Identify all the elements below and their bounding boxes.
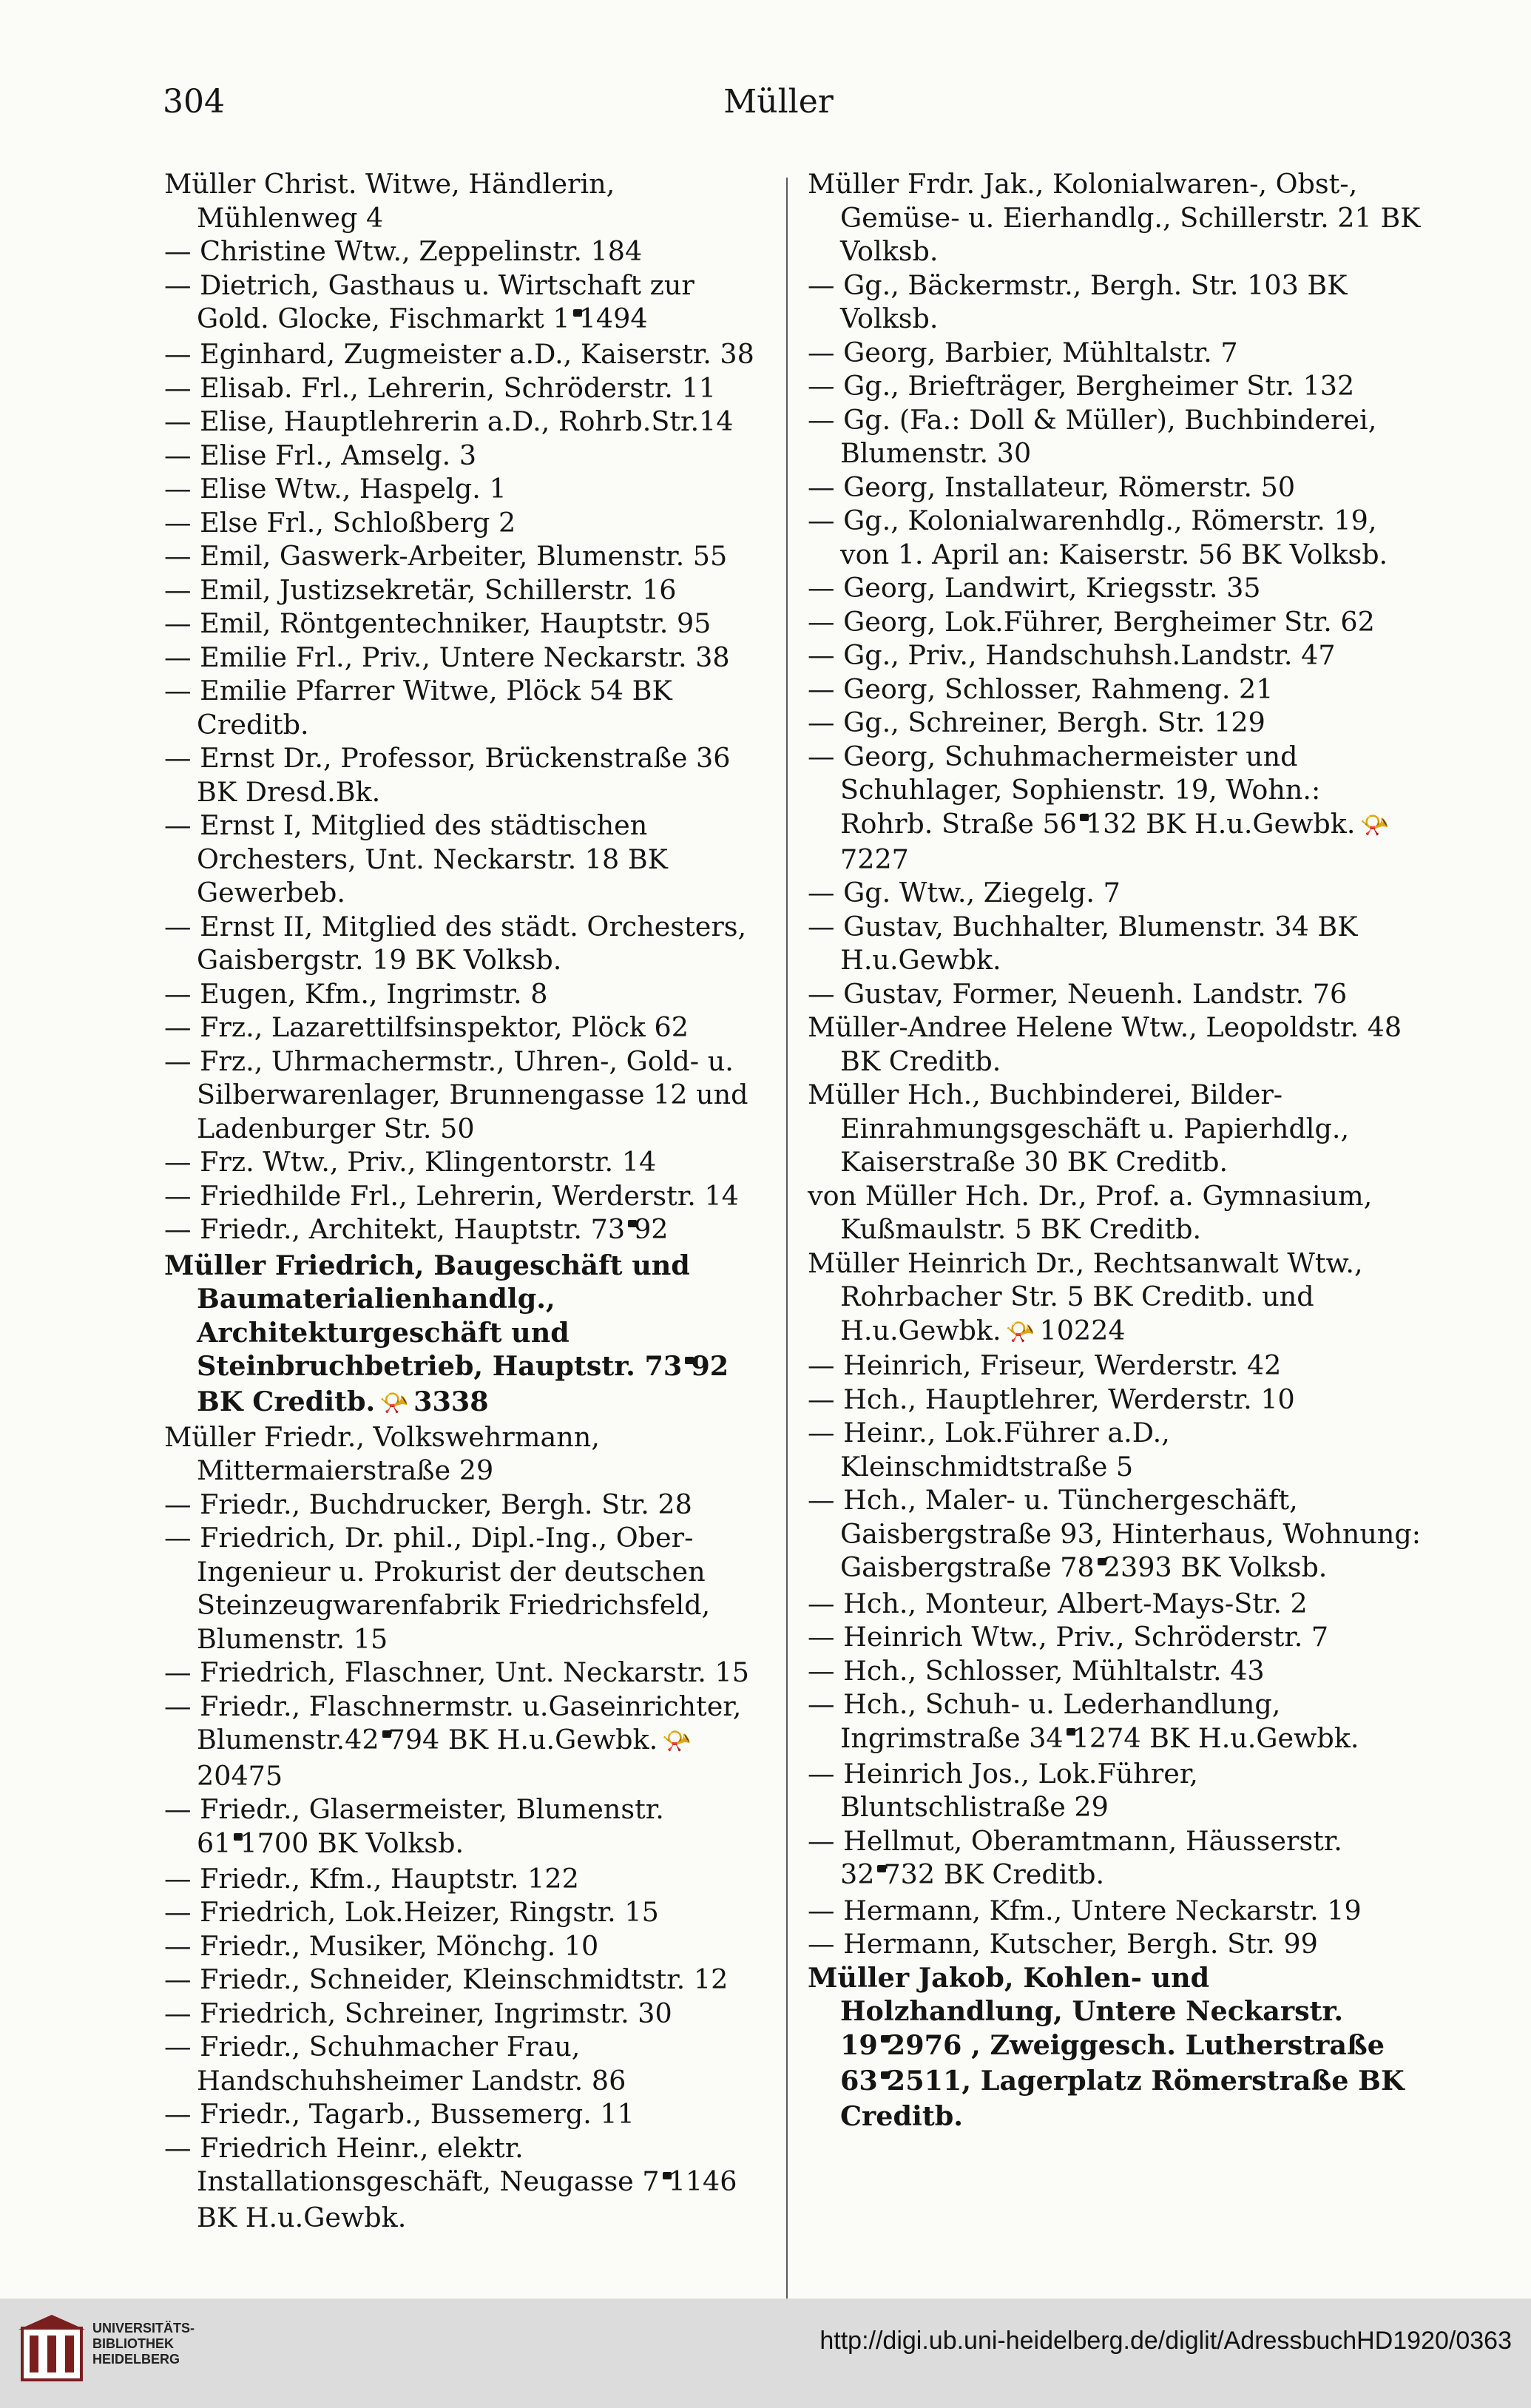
- directory-entry: [164, 809, 771, 910]
- right-column: [808, 167, 1422, 2134]
- entry-text: — Friedr., Kfm., Hauptstr. 122: [164, 1862, 579, 1895]
- phone-number: 2511: [886, 2064, 962, 2097]
- entry-text: — Hch., Maler- u. Tünchergeschäft, Gaisbergstraße 93, Hinterhaus, Wohnung: Gaisbergstraße 78: [808, 1484, 1422, 1584]
- entry-text: — Emilie Pfarrer Witwe, Plöck 54 BK Creditb.: [164, 675, 672, 741]
- phone-number: 132: [1085, 807, 1138, 840]
- source-url-link[interactable]: http://digi.ub.uni-heidelberg.de/diglit/AdressbuchHD1920/0363: [819, 2327, 1512, 2355]
- directory-entry: [808, 740, 1422, 877]
- directory-entry: [808, 1247, 1422, 1349]
- phone-number: 2976: [886, 2028, 962, 2061]
- footer: [0, 2299, 1531, 2408]
- entry-text: — Hermann, Kutscher, Bergh. Str. 99: [808, 1928, 1318, 1960]
- entry-text: — Friedr., Glasermeister, Blumenstr. 61: [164, 1793, 664, 1859]
- phone-number: 92: [634, 1213, 669, 1246]
- entry-text: — Heinr., Lok.Führer a.D., Kleinschmidtstraße 5: [808, 1417, 1170, 1483]
- directory-entry: [808, 571, 1422, 605]
- directory-entry: [164, 1792, 771, 1862]
- directory-entry: [808, 1383, 1422, 1417]
- directory-entry: [808, 369, 1422, 403]
- directory-entry: [808, 1483, 1422, 1586]
- phone-number: 732: [883, 1858, 936, 1891]
- postal-number: 3338: [413, 1386, 489, 1418]
- phone-number: 1274: [1072, 1721, 1141, 1754]
- page-title: Müller: [723, 83, 834, 121]
- entry-text: BK H.u.Gewbk.: [439, 1724, 658, 1756]
- entry-text: — Hch., Schuh- u. Lederhandlung, Ingrimstraße 34: [808, 1688, 1281, 1754]
- entry-text: BK Creditb.: [197, 1386, 376, 1418]
- directory-entry: [164, 1488, 771, 1522]
- entry-text: — Heinrich Wtw., Priv., Schröderstr. 7: [808, 1621, 1329, 1653]
- entry-text: — Friedr., Architekt, Hauptstr. 73: [164, 1213, 626, 1246]
- entry-text: — Gg., Briefträger, Bergheimer Str. 132: [808, 370, 1355, 402]
- entry-text: — Gg. Wtw., Ziegelg. 7: [808, 877, 1121, 909]
- directory-entry: [164, 1521, 771, 1656]
- entry-text: — Elise Frl., Amselg. 3: [164, 439, 477, 471]
- entry-text: Müller Heinrich Dr., Rechtsanwalt Wtw., Rohrbacher Str. 5 BK Creditb. und H.u.Gewbk.: [808, 1247, 1363, 1346]
- directory-entry: [808, 1078, 1422, 1179]
- post-horn-icon: 📯: [662, 1727, 692, 1756]
- directory-entry: [164, 2030, 771, 2097]
- entry-text: — Gg., Schreiner, Bergh. Str. 129: [808, 706, 1265, 738]
- entry-text: Müller Friedr., Volkswehrmann, Mittermaierstraße 29: [164, 1420, 600, 1487]
- library-name-line: BIBLIOTHEK: [92, 2336, 174, 2351]
- directory-entry: [164, 506, 771, 540]
- directory-entry: [808, 1961, 1422, 2134]
- page-number: 304: [163, 83, 225, 121]
- entry-text: — Ernst Dr., Professor, Brückenstraße 36 BK Dresd.Bk.: [164, 742, 731, 808]
- phone-number: 1494: [578, 303, 648, 334]
- entry-text: BK Volksb.: [308, 1827, 464, 1859]
- directory-entry: [808, 1927, 1422, 1961]
- entry-text: — Friedr., Musiker, Mönchg. 10: [164, 1929, 599, 1962]
- entry-text: Müller-Andree Helene Wtw., Leopoldstr. 48 BK Creditb.: [808, 1011, 1402, 1077]
- entry-text: — Emil, Röntgentechniker, Hauptstr. 95: [164, 607, 712, 640]
- entry-text: — Friedr., Flaschnermstr. u.Gaseinrichter, Blumenstr.42: [164, 1690, 742, 1756]
- entry-text: von Müller Hch. Dr., Prof. a. Gymnasium, Kußmaulstr. 5 BK Creditb.: [808, 1179, 1373, 1246]
- entry-text: — Gg. (Fa.: Doll & Müller), Buchbinderei, Blumenstr. 30: [808, 403, 1377, 469]
- entry-text: — Hellmut, Oberamtmann, Häusserstr. 32: [808, 1824, 1342, 1891]
- directory-entry: [164, 910, 771, 977]
- entry-text: — Georg, Landwirt, Kriegsstr. 35: [808, 572, 1261, 604]
- directory-entry: [164, 977, 771, 1011]
- directory-entry: [164, 1929, 771, 1963]
- directory-entry: [808, 1011, 1422, 1078]
- phone-number: 92: [691, 1350, 729, 1382]
- directory-entry: [808, 1894, 1422, 1928]
- entry-text: — Georg, Barbier, Mühltalstr. 7: [808, 336, 1238, 368]
- entry-text: — Friedrich Heinr., elektr. Installationsgeschäft, Neugasse 7: [164, 2131, 660, 2198]
- entry-text: — Georg, Schuhmachermeister und Schuhlager, Sophienstr. 19, Wohn.: Rohrb. Straße 56: [808, 740, 1321, 840]
- directory-entry: [808, 706, 1422, 740]
- directory-entry: [164, 1963, 771, 1997]
- entry-text: — Friedrich, Lok.Heizer, Ringstr. 15: [164, 1896, 659, 1929]
- entry-text: — Heinrich, Friseur, Werderstr. 42: [808, 1349, 1282, 1382]
- entry-text: BK H.u.Gewbk.: [1137, 807, 1356, 840]
- entry-text: — Georg, Lok.Führer, Bergheimer Str. 62: [808, 605, 1375, 638]
- entry-text: — Friedrich, Dr. phil., Dipl.-Ing., Ober-Ingenieur u. Prokurist der deutschen Steinzeugwarenfabrik Friedrichsfeld, Blumenstr. 15: [164, 1522, 711, 1655]
- entry-text: — Friedrich, Flaschner, Unt. Neckarstr. 15: [164, 1656, 749, 1689]
- phone-number: 794: [388, 1724, 440, 1756]
- entry-text: Müller Hch., Buchbinderei, Bilder-Einrahmungsgeschäft u. Papierhdlg., Kaiserstraße 30 BK Creditb.: [808, 1079, 1350, 1178]
- directory-entry: [808, 1824, 1422, 1894]
- entry-text: — Dietrich, Gasthaus u. Wirtschaft zur Gold. Glocke, Fischmarkt 1: [164, 269, 694, 334]
- directory-entry: [164, 2097, 771, 2131]
- entry-text: — Frz. Wtw., Priv., Klingentorstr. 14: [164, 1146, 657, 1178]
- entry-text: — Emil, Justizsekretär, Schillerstr. 16: [164, 573, 677, 606]
- phone-number: 2393: [1103, 1551, 1172, 1584]
- phone-number: 1700: [240, 1827, 309, 1859]
- library-logo-icon: [15, 2313, 89, 2387]
- entry-text: — Frz., Uhrmachermstr., Uhren-, Gold- u. Silberwarenlager, Brunnengasse 12 und Ladenburger Str. 50: [164, 1045, 748, 1144]
- entry-text: Müller Friedrich, Baugeschäft und Baumaterialienhandlg., Architekturgeschäft und Steinbruchbetrieb, Hauptstr. 73: [164, 1249, 690, 1382]
- left-column: [164, 167, 771, 2234]
- entry-text: — Georg, Installateur, Römerstr. 50: [808, 471, 1296, 503]
- entry-text: BK Creditb.: [935, 1858, 1105, 1891]
- entry-text: — Elise, Hauptlehrerin a.D., Rohrb.Str.14: [164, 405, 734, 438]
- directory-entry: [808, 1654, 1422, 1688]
- directory-entry: [164, 2131, 771, 2234]
- entry-text: — Friedr., Schuhmacher Frau, Handschuhsheimer Landstr. 86: [164, 2031, 626, 2097]
- directory-entry: [164, 439, 771, 473]
- library-name-line: UNIVERSITÄTS-: [92, 2321, 195, 2336]
- directory-entry: [164, 1420, 771, 1488]
- directory-entry: [164, 607, 771, 641]
- entry-text: , Lagerplatz Römerstraße BK Creditb.: [840, 2064, 1405, 2132]
- entry-text: — Georg, Schlosser, Rahmeng. 21: [808, 672, 1274, 705]
- entry-text: — Ernst I, Mitglied des städtischen Orchesters, Unt. Neckarstr. 18 BK Gewerbeb.: [164, 809, 668, 909]
- directory-entry: [164, 1690, 771, 1792]
- directory-entry: [164, 371, 771, 405]
- directory-entry: [164, 1862, 771, 1896]
- directory-entry: [164, 405, 771, 439]
- library-name: [92, 2321, 195, 2367]
- entry-text: — Heinrich Jos., Lok.Führer, Bluntschlistraße 29: [808, 1757, 1198, 1824]
- entry-text: — Gustav, Former, Neuenh. Landstr. 76: [808, 977, 1348, 1010]
- post-horn-icon: 📯: [1359, 810, 1390, 839]
- entry-text: — Friedr., Tagarb., Bussemerg. 11: [164, 2098, 635, 2131]
- library-name-line: HEIDELBERG: [92, 2352, 180, 2367]
- directory-entry: [164, 235, 771, 269]
- directory-entry: [164, 1895, 771, 1929]
- directory-entry: [808, 876, 1422, 910]
- entry-text: — Gg., Priv., Handschuhsh.Landstr. 47: [808, 639, 1336, 671]
- postal-number: 7227: [840, 843, 909, 875]
- postal-number: 20475: [197, 1759, 283, 1792]
- entry-text: — Hch., Monteur, Albert-Mays-Str. 2: [808, 1587, 1308, 1619]
- phone-number: 1146: [668, 2165, 737, 2198]
- directory-entry: [808, 336, 1422, 370]
- directory-entry: [808, 167, 1422, 269]
- entry-text: — Friedr., Schneider, Kleinschmidtstr. 12: [164, 1963, 729, 1996]
- directory-entry: [808, 269, 1422, 336]
- directory-entry: [808, 1179, 1422, 1247]
- entry-text: — Hch., Hauptlehrer, Werderstr. 10: [808, 1383, 1295, 1415]
- directory-entry: [164, 1045, 771, 1146]
- entry-text: — Christine Wtw., Zeppelinstr. 184: [164, 235, 643, 267]
- directory-entry: [164, 472, 771, 506]
- directory-entry: [808, 638, 1422, 672]
- column-divider: [786, 178, 788, 2301]
- directory-entry: [164, 337, 771, 371]
- directory-entry: [808, 1349, 1422, 1383]
- post-horn-icon: 📯: [379, 1389, 410, 1417]
- directory-entry: [808, 471, 1422, 505]
- entry-text: — Friedhilde Frl., Lehrerin, Werderstr. 14: [164, 1179, 739, 1212]
- directory-entry: [164, 1997, 771, 2031]
- entry-text: — Hch., Schlosser, Mühltalstr. 43: [808, 1654, 1265, 1687]
- entry-text: BK Volksb.: [1172, 1551, 1328, 1584]
- entry-text: Müller Jakob, Kohlen- und Holzhandlung, Untere Neckarstr. 19: [808, 1961, 1344, 2061]
- directory-entry: [164, 1011, 771, 1045]
- entry-text: BK H.u.Gewbk.: [1140, 1721, 1359, 1754]
- directory-entry: [808, 910, 1422, 977]
- postal-number: 10224: [1039, 1314, 1126, 1346]
- entry-text: — Ernst II, Mitglied des städt. Orchesters, Gaisbergstr. 19 BK Volksb.: [164, 910, 747, 977]
- entry-text: — Emil, Gaswerk-Arbeiter, Blumenstr. 55: [164, 540, 728, 573]
- entry-text: — Eugen, Kfm., Ingrimstr. 8: [164, 977, 548, 1010]
- directory-entry: [808, 1620, 1422, 1654]
- entry-text: — Gg., Kolonialwarenhdlg., Römerstr. 19, von 1. April an: Kaiserstr. 56 BK Volksb.: [808, 505, 1388, 570]
- directory-entry: [164, 573, 771, 607]
- directory-entry: [808, 1757, 1422, 1824]
- directory-entry: [164, 741, 771, 809]
- entry-text: — Friedr., Buchdrucker, Bergh. Str. 28: [164, 1488, 692, 1520]
- directory-entry: [164, 641, 771, 675]
- directory-entry: [808, 977, 1422, 1011]
- directory-entry: [808, 1416, 1422, 1483]
- directory-entry: [164, 1179, 771, 1213]
- directory-entry: [808, 605, 1422, 639]
- page-header: [163, 83, 1394, 135]
- entry-text: Müller Christ. Witwe, Händlerin, Mühlenweg 4: [164, 168, 615, 234]
- directory-entry: [164, 674, 771, 741]
- entry-text: — Else Frl., Schloßberg 2: [164, 506, 516, 539]
- directory-entry: [164, 539, 771, 573]
- directory-entry: [164, 269, 771, 338]
- directory-entry: [164, 1249, 771, 1420]
- directory-entry: [808, 1587, 1422, 1621]
- entry-text: — Frz., Lazarettilfsinspektor, Plöck 62: [164, 1011, 689, 1044]
- directory-entry: [808, 504, 1422, 571]
- entry-text: — Elise Wtw., Haspelg. 1: [164, 473, 507, 505]
- entry-text: — Friedrich, Schreiner, Ingrimstr. 30: [164, 1997, 672, 2029]
- directory-entry: [808, 672, 1422, 706]
- directory-entry: [164, 167, 771, 235]
- entry-text: — Hermann, Kfm., Untere Neckarstr. 19: [808, 1894, 1362, 1926]
- directory-entry: [164, 1656, 771, 1690]
- entry-text: — Elisab. Frl., Lehrerin, Schröderstr. 11: [164, 371, 716, 404]
- entry-text: — Emilie Frl., Priv., Untere Neckarstr. 38: [164, 641, 730, 673]
- entry-text: — Gg., Bäckermstr., Bergh. Str. 103 BK Volksb.: [808, 269, 1348, 334]
- entry-text: — Eginhard, Zugmeister a.D., Kaiserstr. 38: [164, 338, 754, 371]
- directory-entry: [164, 1213, 771, 1248]
- entry-text: BK H.u.Gewbk.: [197, 2201, 407, 2233]
- directory-entry: [808, 403, 1422, 471]
- post-horn-icon: 📯: [1005, 1317, 1035, 1346]
- entry-text: , Zweiggesch. Lutherstraße 63: [840, 2028, 1385, 2097]
- directory-entry: [808, 1687, 1422, 1757]
- entry-text: Müller Frdr. Jak., Kolonialwaren-, Obst-, Gemüse- u. Eierhandlg., Schillerstr. 21 BK Volksb.: [808, 168, 1421, 267]
- entry-text: — Gustav, Buchhalter, Blumenstr. 34 BK H.u.Gewbk.: [808, 910, 1358, 977]
- directory-entry: [164, 1145, 771, 1179]
